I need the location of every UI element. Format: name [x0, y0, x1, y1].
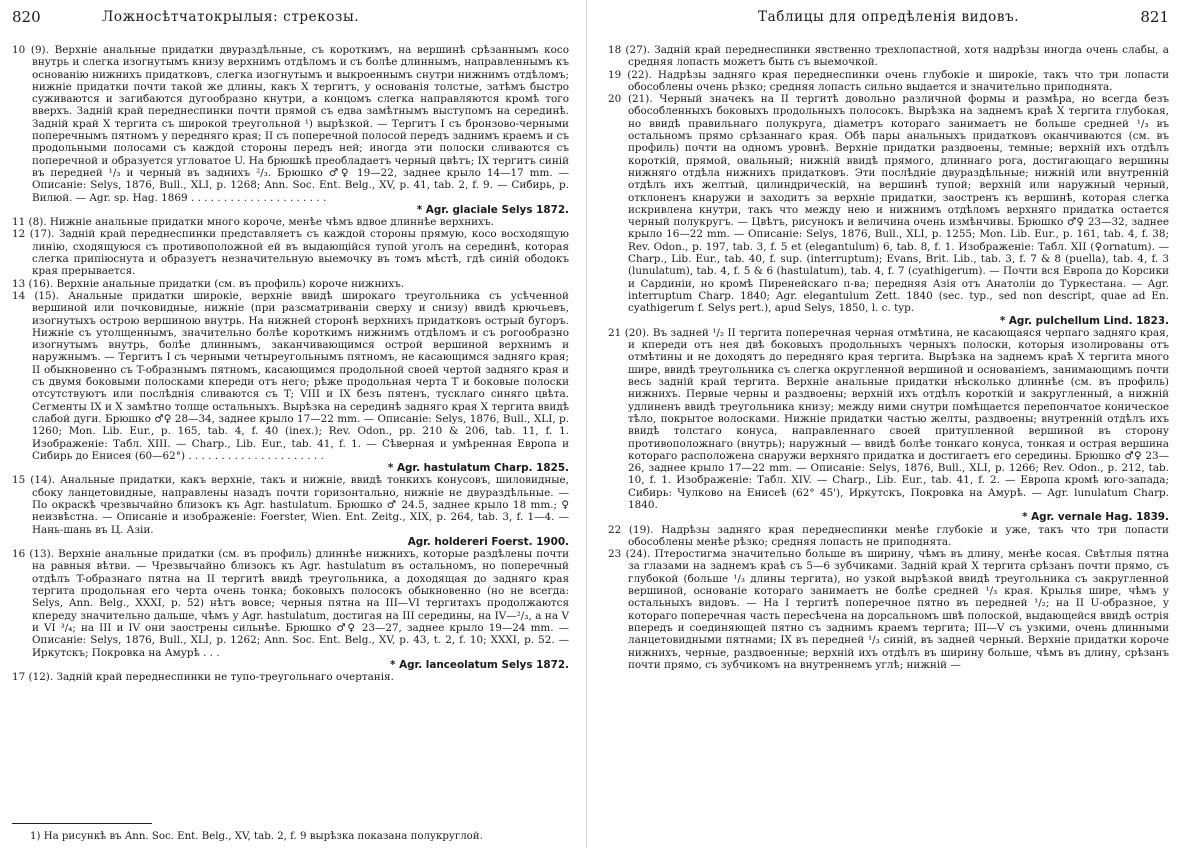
couplet-text: Нижніе анальные придатки много короче, менѣе чѣмъ вдвое длиннѣе верхнихъ.	[49, 216, 494, 229]
couplet-text: Надрѣзы задняго края переднеспинки очень глубокіе и широкіе, такъ что три лопасти обособлены очень рѣзко; средняя лопасть сильно выдается и значительно приподнята.	[628, 68, 1169, 93]
key-couplet	[608, 69, 1169, 94]
couplet-number: 22 (19).	[608, 523, 654, 536]
left-page-body	[12, 44, 569, 683]
couplet-text: Птеростигма значительно больше въ ширину, чѣмъ въ длину, менѣе косая. Свѣтлыя пятна за глазами на заднемъ краѣ съ 5—6 зубчиками. Задній край X тергита срѣзанъ почти прямо, съ глубокой (больше ¹/₃ длины тергита), но узкой вырѣзкой ввидѣ треугольника съ закругленной вершиной, основаніе котораго занимаетъ не болѣе средней ¹/₃ края. Крылья шире, чѣмъ у остальныхъ видовъ. — На I тергитѣ поперечное пятно въ передней ¹/₂; на II U-образное, у котораго поперечная часть пересѣчена на дорсальномъ швѣ полоской, выдающейся ввидѣ острія впередъ и соединяющей пятно съ заднимъ краемъ тергита; III—V съ узкими, очень длинными ланцетовидными пятнами; IX въ передней ¹/₃ синій, въ задней черный. Верхніе придатки короче нижнихъ, черные, раздвоенные; верхній ихъ отдѣлъ въ ширину больше, чѣмъ въ длину, срѣзанъ почти прямо, съ зубчикомъ на внутреннемъ углѣ; нижній —	[628, 548, 1169, 671]
couplet-number: 23 (24).	[608, 548, 651, 561]
left-page	[0, 0, 583, 848]
couplet-number: 15 (14).	[12, 474, 55, 487]
couplet-number: 13 (16).	[12, 277, 54, 290]
key-couplet	[12, 278, 569, 290]
running-title: Таблицы для опредѣленія видовъ.	[758, 9, 1020, 25]
couplet-text: Анальные придатки широкіе, верхніе ввидѣ широкаго треугольника съ усѣченной вершиной или почковидные, нижніе (при разсматриваніи сверху и снизу) ввидѣ крючьевъ, изогнутыхъ острою вершиною внутрь. На нижней сторонѣ верхнихъ придатковъ острый бугоръ. Нижніе съ утолщеннымъ, значительно болѣе короткимъ нижнимъ отдѣломъ и съ рогообразно изогнутымъ внутрь, болѣе длиннымъ, заканчивающимся острой вершиной верхнимъ и наружнымъ. — Тергитъ I съ черными четыреугольнымъ пятномъ, не касающимся задняго края; II обыкновенно съ T-образнымъ пятномъ, касающимся продольной своей чертой задняго края и съ двумя боковыми полосками кпереди отъ него; рѣже продольная черта T и боковые полоски отсутствуютъ или послѣднія сливаются съ T; VIII и IX безъ пятенъ, тусклаго синяго цвѣта. Сегменты IX и X замѣтно толще остальныхъ. Вырѣзка на серединѣ задняго края X тергита ввидѣ слабой дуги. Брюшко ♂♀ 28—34, заднее крыло 17—22 mm. — Описаніе: Selys, 1876, Bull., XLI, p. 1260; Mon. Lib. Eur., p. 165, tab. 4, f. 40 (inex.); Rev. Odon., pp. 210 & 206, tab. 11, f. 1. Изображеніе: Табл. XIII. — Charp., Lib. Eur., tab. 41, f. 1. — Сѣверная и умѣренная Европа и Сибирь до Енисея (60—62°) . . . . . . . . . . . . . . . . . . . . .	[32, 289, 569, 462]
couplet-text: Задній край переднеспинки представляетъ съ каждой стороны прямую, косо восходящую линію, сходящуюся съ противоположной ей въ выдающійся тупой уголъ на серединѣ, которая слегка припіюснута и образуетъ незначительную выемочку въ томъ мѣстѣ, гдѣ синій ободокъ края прерывается.	[32, 228, 569, 278]
page-number: 821	[1140, 8, 1169, 26]
couplet-number: 16 (13).	[12, 548, 54, 561]
right-page-body	[608, 44, 1169, 671]
species-name: * Agr. lanceolatum Selys 1872.	[390, 658, 569, 671]
couplet-number: 12 (17).	[12, 228, 55, 241]
species-name: * Agr. glaciale Selys 1872.	[416, 203, 569, 216]
couplet-number: 11 (8).	[12, 216, 47, 229]
species-name: Agr. holdereri Foerst. 1900.	[407, 535, 569, 548]
couplet-number: 19 (22).	[608, 68, 652, 81]
couplet-text: Верхніе анальные придатки двураздѣльные, съ короткимъ, на вершинѣ срѣзаннымъ косо внутрь и слегка изогнутымъ книзу верхнимъ отдѣломъ и съ болѣе длиннымъ, направленнымъ къ основанію нижнихъ придатковъ, слегка изогнутымъ и выкроеннымъ снутри нижнимъ отдѣломъ; нижніе придатки почти такой же длины, какъ X тергитъ, у основанія толстые, затѣмъ быстро суживаются и загибаются дугообразно кнутри, а концомъ слегка направляются кромѣ того вверхъ. Задній край переднеспинки почти прямой съ едва замѣтнымъ выступомъ на серединѣ. Задній край X тергита съ широкой треугольной ¹) вырѣзкой. — Тергитъ I съ бронзово-черными поперечнымъ пятномъ у передняго края; II съ поперечной полосой передъ заднимъ краемъ и съ продольными полосами съ каждой стороны передъ ней; иногда эти полоски сливаются съ поперечной и образуется угловатое U. На брюшкѣ преобладаетъ черный цвѣтъ; IX тергитъ синій въ передней ¹/₃ и черный въ заднихъ ²/₃. Брюшко ♂♀ 19—22, заднее крыло 14—17 mm. — Описаніе: Selys, 1876, Bull., XLI, p. 1268; Ann. Soc. Ent. Belg., XV, p. 41, tab. 2, f. 9. — Сибирь, р. Вилюй. — Agr. sp. Hag. 1869 . . . . . . . . . . . . . . . . . . . . .	[32, 44, 569, 204]
page-number: 820	[12, 8, 41, 26]
couplet-text: Въ задней ¹/₂ II тергита поперечная черная отмѣтина, не касающаяся черпаго задняго края, и кпереди отъ нея двѣ боковыхъ продольныхъ черныхъ полоски, которыя изолированы отъ отмѣтины и не доходятъ до передняго края тергита. Вырѣзка на заднемъ краѣ X тергита много шире, ввидѣ треугольника съ слегка округленной вершиной и основаніемъ, занимающимъ почти весь задній край тергита. Верхніе анальные придатки нѣсколько длиннѣе (см. въ профиль) нижнихъ. Первые черны и раздвоены; верхній ихъ отдѣлъ короткій и закругленный, а нижній удлиненъ ввидѣ треугольника книзу; между ними снутри помѣщается перепончатое коническое тѣло, покрытое волосками. Нижніе придатки частью желты, раздвоены; внутренній отдѣлъ ихъ ввидѣ толстаго конуса, направленнаго своей притупленной вершиной въ сторону противоположнаго (внутрь); наружный — ввидѣ болѣе тонкаго конуса, тонкая и острая вершина котораго расположена снаружи верхняго придатка и достигаетъ его середины. Брюшко ♂♀ 23—26, заднее крыло 17—22 mm. — Описаніе: Selys, 1876, Bull., XLI, p. 1266; Rev. Odon., p. 212, tab. 10, f. 1. Изображеніе: Табл. XIV. — Charp., Lib. Eur., tab. 41, f. 2. — Европа кромѣ юго-запада; Сибирь: Чулково на Енисеѣ (62° 45'), Иркутскъ, Покровка на Амурѣ. — Agr. lunulatum Charp. 1840.	[628, 326, 1169, 511]
species-name: * Agr. vernale Hag. 1839.	[1022, 511, 1169, 524]
key-couplet	[608, 524, 1169, 549]
key-couplet	[12, 474, 569, 548]
couplet-number: 17 (12).	[12, 671, 54, 684]
species-name: * Agr. hastulatum Charp. 1825.	[387, 462, 569, 475]
couplet-text: Задній край переднеспинки не тупо-треугольнаго очертанія.	[56, 671, 394, 684]
key-couplet	[12, 671, 569, 683]
couplet-number: 10 (9).	[12, 44, 49, 56]
footnote: 1) На рисункѣ въ Ann. Soc. Ent. Belg., XV, tab. 2, f. 9 вырѣзка показана полукруглой.	[30, 831, 483, 842]
couplet-number: 20 (21).	[608, 93, 653, 106]
key-couplet	[12, 216, 569, 228]
right-page-header	[608, 6, 1169, 32]
left-page-header	[12, 6, 569, 32]
key-couplet	[12, 290, 569, 474]
running-title: Ложносѣтчатокрылыя: стрекозы.	[102, 9, 360, 25]
key-couplet	[608, 548, 1169, 671]
right-page	[592, 0, 1179, 848]
key-couplet	[608, 93, 1169, 327]
key-couplet	[12, 44, 569, 216]
footnote-rule	[12, 823, 152, 824]
couplet-text: Задній край переднеспинки явственно трехлопастной, хотя надрѣзы иногда очень слабы, а средняя лопасть можетъ быть съ выемочкой.	[628, 44, 1169, 69]
couplet-text: Анальные придатки, какъ верхніе, такъ и нижніе, ввидѣ тонкихъ конусовъ, шиловидные, сбоку ланцетовидные, направлены назадъ почти горизонтально, нижніе не двураздѣльные. — По окраскѣ чрезвычайно близокъ къ Agr. hastulatum. Брюшко ♂ 24.5, заднее крыло 18 mm.; ♀ неизвѣстна. — Описаніе и изображеніе: Foerster, Wien. Ent. Zeitg., XIX, p. 264, tab. 3, f. 1—4. — Нань-шань въ Ц. Азіи.	[32, 474, 569, 536]
couplet-number: 21 (20).	[608, 326, 650, 339]
species-name: * Agr. pulchellum Lind. 1823.	[999, 314, 1169, 327]
couplet-text: Надрѣзы задняго края переднеспинки менѣе глубокіе и уже, такъ что три лопасти обособлены менѣе рѣзко; средняя лопасть не приподнята.	[628, 523, 1169, 548]
key-couplet	[12, 228, 569, 277]
couplet-number: 18 (27).	[608, 44, 651, 56]
couplet-number: 14 (15).	[12, 289, 60, 302]
couplet-text: Верхніе анальные придатки (см. въ профиль) длиннѣе нижнихъ, которые раздѣлены почти на равныя вѣтви. — Чрезвычайно близокъ къ Agr. hastulatum въ остальномъ, но поперечный отдѣлъ T-образнаго пятна на II тергитѣ ввидѣ треугольника, а доходящая до задняго края тергита продольная его черта очень тонка; боковыхъ полосокъ обыкновенно (но не всегда: Selys, Ann. Belg., XXXI, p. 52) нѣтъ вовсе; черныя пятна на III—VI тергитахъ продолжаются кпереду значительно дальше, чѣмъ у Agr. hastulatum, достигая на III середины, на IV—²/₃, а на V и VI ³/₄; на III и IV они заострены сильнѣе. Брюшко ♂♀ 23—27, заднее крыло 19—24 mm. — Описаніе: Selys, 1876, Bull., XLI, p. 1262; Ann. Soc. Ent. Belg., XV, p. 43, t. 2, f. 10; XXXI, p. 52. — Иркутскъ; Покровка на Амурѣ . . .	[32, 548, 569, 659]
couplet-text: Черный значекъ на II тергитѣ довольно различной формы и размѣра, но всегда безъ обособленныхъ боковыхъ продольныхъ полосокъ. Вырѣзка на заднемъ краѣ X тергита глубокая, но ввидѣ правильнаго полукруга, діаметръ котораго занимаетъ не больше средней ¹/₃ въ остальномъ прямо срѣзаннаго края. Обѣ пары анальныхъ придатковъ оканчиваются (см. въ профиль) почти на одномъ уровнѣ. Верхніе придатки раздвоены, темные; верхній ихъ отдѣлъ короткій, прямой, овальный; нижній ввидѣ прямого, длиннаго рога, достигающаго вершины нижняго отдѣла нижнихъ придатковъ. Эти послѣдніе двураздѣльные; нижній или внутренній отдѣлъ ихъ желтый, цилиндрическій, на вершинѣ тупой; верхній или наружный черный, отклоненъ кнаружи и заходитъ за верхніе придатки, заостренъ къ вершинѣ, которая слегка искривлена кнутри, такъ что между нею и нижнимъ отдѣломъ верхняго придатка остается черный полукругъ. — Цвѣтъ, рисунокъ и величина очень измѣнчивы. Брюшко ♂♀ 23—32, заднее крыло 16—22 mm. — Описаніе: Selys, 1876, Bull., XLI, p. 1255; Mon. Lib. Eur., p. 161, tab. 4, f. 38; Rev. Odon., p. 197, tab. 3, f. 5 et (elegantulum) 6, tab. 8, f. 1. Изображеніе: Табл. XII (♀ornatum). — Charp., Lib. Eur., tab. 40, f. sup. (interruptum); Evans, Brit. Lib., tab. 3, f. 7 & 8 (puella), tab. 4, f. 3 (lunulatum), tab. 4, f. 5 & 6 (hastulatum), tab. 4, f. 7 (cyathigerum). — Почти вся Европа до Корсики и Сардиніи, но кромѣ Пиренейскаго п-ва; передняя Азія отъ Анатоліи до Туркестана. — Agr. interruptum Charp. 1840; Agr. elegantulum Zett. 1840 (sec. typ., sed non descript, quae ad En. cyathigerum f. Selys pert.), apud Selys, 1850, l. c. typ.	[628, 93, 1169, 315]
key-couplet	[12, 548, 569, 671]
couplet-text: Верхніе анальные придатки (см. въ профиль) короче нижнихъ.	[56, 277, 405, 290]
key-couplet	[608, 327, 1169, 524]
key-couplet	[608, 44, 1169, 69]
page-gutter	[586, 0, 587, 848]
